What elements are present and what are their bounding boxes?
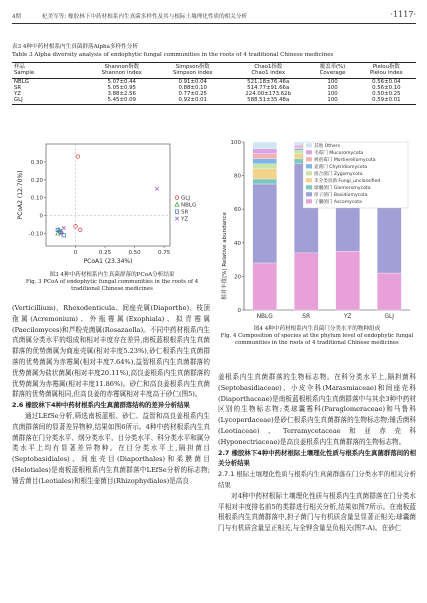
bar-segment	[377, 273, 401, 310]
alpha-diversity-table	[12, 62, 416, 105]
subsection-heading: 2.7.1 根际土壤理化性质与根系内生真菌群落在门分类水平的相关分析结果	[218, 470, 416, 489]
legend-swatch	[306, 157, 312, 161]
legend-swatch	[306, 143, 312, 147]
table-header-row-en	[12, 70, 416, 78]
header-cell: Simpson index	[157, 70, 228, 78]
fig3-caption-cn: 图3 4种中药材根系内生真菌群落的PCoA分析结果	[49, 272, 175, 278]
page-number: ·1117·	[390, 10, 416, 19]
header-cell: Pielou指数	[357, 63, 416, 71]
table-cell: 0.92±0.01	[157, 97, 228, 104]
plot-frame	[46, 144, 170, 246]
header-cell: Shannon指数	[86, 63, 157, 71]
table-cell: 0.56±0.04	[372, 78, 401, 85]
y-tick-label: 0	[237, 308, 241, 314]
legend-swatch	[306, 150, 312, 154]
x-tick-label: GLJ	[384, 314, 394, 320]
fig4-caption-en: Fig. 4 Composition of species at the phylum level of endophytic fungal communities in the roots of 4 traditional Chinese medicines	[220, 333, 414, 346]
header-cell: Simpson指数	[157, 63, 228, 71]
legend-swatch	[306, 178, 312, 182]
y-tick-label: 60	[234, 207, 241, 214]
x-tick-label: SR	[302, 314, 311, 320]
header-cell: Coverage	[308, 70, 356, 78]
table-cell: 0.91±0.04	[178, 78, 207, 85]
data-point	[175, 202, 179, 206]
table-cell: NBLG	[14, 78, 29, 85]
table3-caption-cn: 表3 4种中药材根系内生真菌群落Alpha多样性分析	[12, 44, 138, 50]
y-tick-label: 0.10	[30, 195, 43, 202]
legend-swatch	[306, 171, 312, 175]
pcoa-scatter-chart	[12, 138, 212, 268]
table-row	[12, 97, 416, 104]
x-tick-label: 0.50	[128, 250, 141, 256]
table-cell: 0.59±0.01	[357, 97, 416, 104]
phylum-stacked-bar-chart	[218, 138, 416, 324]
table-cell: YZ	[14, 91, 21, 98]
x-tick-label: YZ	[343, 314, 352, 320]
y-tick-label: -0.10	[28, 231, 43, 238]
paragraph: 对4种中药材根际土壤理化性质与根系内生真菌群落在门分类水平相对丰度排名前5的类群进行相关分析,结果如图7所示。在南板蓝根根系内生真菌群落中,担子菌门与有机质含量呈显著正相关;球囊菌门与有机质含量呈正相关,与全钾含量呈负相关(图7-A)。在砂仁	[218, 491, 416, 533]
header-cell: 覆盖率(%)	[308, 63, 356, 71]
table-cell: 514.77±91.66a	[247, 84, 290, 91]
x-tick-label: 0	[73, 250, 78, 256]
paragraph: 姜根系内生真菌群落的生物标志物。在科分类水平上,隔担菌科(Septobasidiaceae)、小皮伞科(Marasmiaceae)和间座壳科(Diaporthaceae)是南板蓝根根系内生真菌群落中与其余3种中药材区别的生物标志物;类球囊霉科(Paraglomeraceae)和马鲁科(Lycoperdaceae)是砂仁根系内生真菌群落的生物标志物;锤舌菌科(Leotiaceae)、Terramycetaceae和亚赤壳科(Hyponectriaceae)是高良姜根系内生真菌群落的生物标志物。	[218, 373, 416, 446]
bar-segment	[336, 251, 360, 310]
fig3-caption	[12, 272, 212, 293]
table-cell: 100	[327, 91, 338, 98]
bar-segment	[253, 164, 277, 169]
legend-label: 担子菌门 Basidiomycota	[314, 193, 368, 198]
table-cell: 5.45±0.09	[86, 97, 157, 104]
legend-label: 球囊菌门 Glomeromycota	[314, 186, 371, 191]
legend-label: 未分类真菌 Fungi_unclassified	[314, 179, 381, 184]
table-cell: 0.77±0.25	[178, 91, 207, 98]
table-header-row-cn	[12, 63, 416, 71]
legend-label: YZ	[181, 216, 189, 223]
data-point	[175, 210, 178, 213]
paragraph: 通过LEfSe分析,筛选南板蓝根、砂仁、益智和高良姜根系内生真菌群落间的显著差异物种,结果如图6所示。4种中药材根系内生真菌群落在门分类水平、纲分类水平、目分类水平、科分类水平和属分类水平上均有显著差异物种。在目分类水平上,隔担菌目(Septobasidiales)、间座壳目(Diaporthales)和柔膜菌目(Helotiales)是南板蓝根根系内生真菌群落中LEfSe分析的标志物;锤舌菌目(Leotiales)和根生壶菌目(Rhizophydiales)是高良	[12, 411, 210, 485]
data-point	[155, 187, 159, 191]
y-axis-label: 相对丰度(%) Relative abundance	[222, 212, 228, 300]
table-cell: 224.00±173.62b	[245, 91, 292, 98]
header-cell: Sample	[12, 70, 86, 78]
bar-segment	[294, 253, 318, 310]
paragraph: (Verticillium)、Rhexodenticula、间座壳属(Diaporthe)、枝顶孢属(Acremonium)、外瓶霉属(Exophiala)、拟青霉属(Paecilomyces)和芦粉壳菌属(Rosazaella)。不同中药材根系内生真菌属分类水平的组成和相对丰度存在差异,南板蓝根根系内生真菌群落的优势菌属为商座壳属(相对丰度5.23%),砂仁根系内生真菌群落的优势菌属为赤霉属(相对丰度7.64%),益智根系内生真菌群落的优势菌属为盐状菌属(相对丰度20.11%),高良姜根系内生真菌群落的优势菌属为赤霉属(相对丰度11.86%)。砂仁和高良姜根系内生真菌群落的优势菌属相同,但高良姜的赤霉属相对丰度高于砂仁(图5)。	[12, 304, 210, 399]
data-point	[175, 217, 179, 221]
y-tick-label: 0.30	[30, 159, 43, 166]
table3-caption-en: Table 3 Alpha diversity analysis of endophytic fungal communities in the roots of 4 traditional Chinese medicines	[12, 52, 334, 58]
legend-label: 子囊菌门 Ascomycota	[314, 200, 362, 205]
table-cell: 521.18±76.46a	[247, 78, 290, 85]
legend-label: 壶菌门 Chytridiomycota	[314, 165, 368, 170]
table-cell: 0.88±0.10	[178, 84, 207, 91]
legend-swatch	[306, 199, 312, 203]
bar-segment	[253, 142, 277, 149]
legend-swatch	[306, 185, 312, 189]
header-cell: Chao1 index	[228, 70, 308, 78]
table-cell: 100	[327, 78, 338, 85]
section-heading: 2.6 橡胶林下4种中药材根系内生真菌群落结构的差异分析结果	[12, 401, 190, 410]
data-point	[62, 234, 65, 237]
header-cell: 样品	[12, 63, 86, 71]
header-cell: Shannon index	[86, 70, 157, 78]
bar-segment	[253, 263, 277, 310]
table-cell: 0.50±0.25	[372, 91, 401, 98]
x-tick-label: NBLG	[256, 314, 273, 320]
table-cell: 5.07±0.44	[107, 78, 136, 85]
legend-swatch	[306, 164, 312, 168]
bar-segment	[253, 169, 277, 179]
table-cell: 588.51±35.48a	[228, 97, 308, 104]
bar-segment	[253, 154, 277, 159]
issue-number: 4期	[12, 14, 22, 20]
fig3-caption-en: Fig. 3 PCoA of endophytic fungal communities in the roots of 4 traditional Chinese medicines	[25, 279, 199, 292]
table-cell: 3.88±2.56	[107, 91, 136, 98]
x-axis-label: PCoA1 (23.34%)	[83, 258, 133, 265]
running-header	[12, 10, 416, 22]
x-tick-label: 0.75	[157, 250, 171, 256]
data-point	[78, 228, 82, 232]
header-cell: Chao1指数	[228, 63, 308, 71]
y-tick-label: 0.20	[30, 177, 43, 184]
y-tick-label: 20	[234, 274, 241, 281]
table-cell: 100	[327, 84, 338, 91]
data-point	[62, 226, 66, 230]
legend-label: 被孢霉门 Mortierellomycota	[314, 158, 376, 163]
y-tick-label: 100	[230, 140, 241, 146]
table-cell: GLJ	[12, 97, 86, 104]
left-column-text	[12, 303, 210, 599]
data-point	[175, 196, 179, 200]
y-axis-label: PCoA2 (12.70%)	[17, 170, 24, 220]
table-cell: 5.05±0.95	[107, 84, 136, 91]
header-cell: Pielou index	[357, 70, 416, 78]
table-cell: 0.56±0.10	[372, 84, 401, 91]
y-tick-label: 40	[234, 240, 241, 247]
section-heading: 2.7 橡胶林下4种中药材根际土壤理化性质与根系内生真菌群落间的相关分析结果	[218, 448, 416, 468]
legend-label: 其他 Others	[314, 144, 341, 149]
y-tick-label: 0	[39, 213, 43, 220]
data-point	[76, 155, 80, 159]
fig4-caption	[218, 326, 416, 347]
x-tick-label: 0.25	[98, 250, 112, 256]
legend-label: NBLG	[181, 202, 197, 209]
bar-segment	[253, 149, 277, 154]
bar-segment	[253, 159, 277, 164]
legend-label: GLJ	[181, 195, 190, 202]
header-rule	[12, 23, 416, 24]
right-column-text	[218, 372, 416, 599]
table-row	[12, 78, 416, 85]
legend-label: 毛霉门 Mucoromycota	[314, 151, 364, 156]
running-title: 杞美军等: 橡胶林下中药材根系内生真菌多样性及其与根际土壤理化性质的相关分析	[42, 14, 248, 20]
y-tick-label: 80	[234, 173, 241, 180]
table-cell: 100	[308, 97, 356, 104]
legend-label: SR	[181, 209, 189, 216]
legend-label: 接合菌门 Zygomycota	[314, 172, 363, 177]
bar-segment	[253, 179, 277, 184]
bar-segment	[253, 184, 277, 263]
table-cell: SR	[14, 84, 22, 91]
legend-swatch	[306, 192, 312, 196]
fig4-caption-cn: 图4 4种中药材根系内生真菌门分类水平的物种组成	[253, 326, 381, 332]
